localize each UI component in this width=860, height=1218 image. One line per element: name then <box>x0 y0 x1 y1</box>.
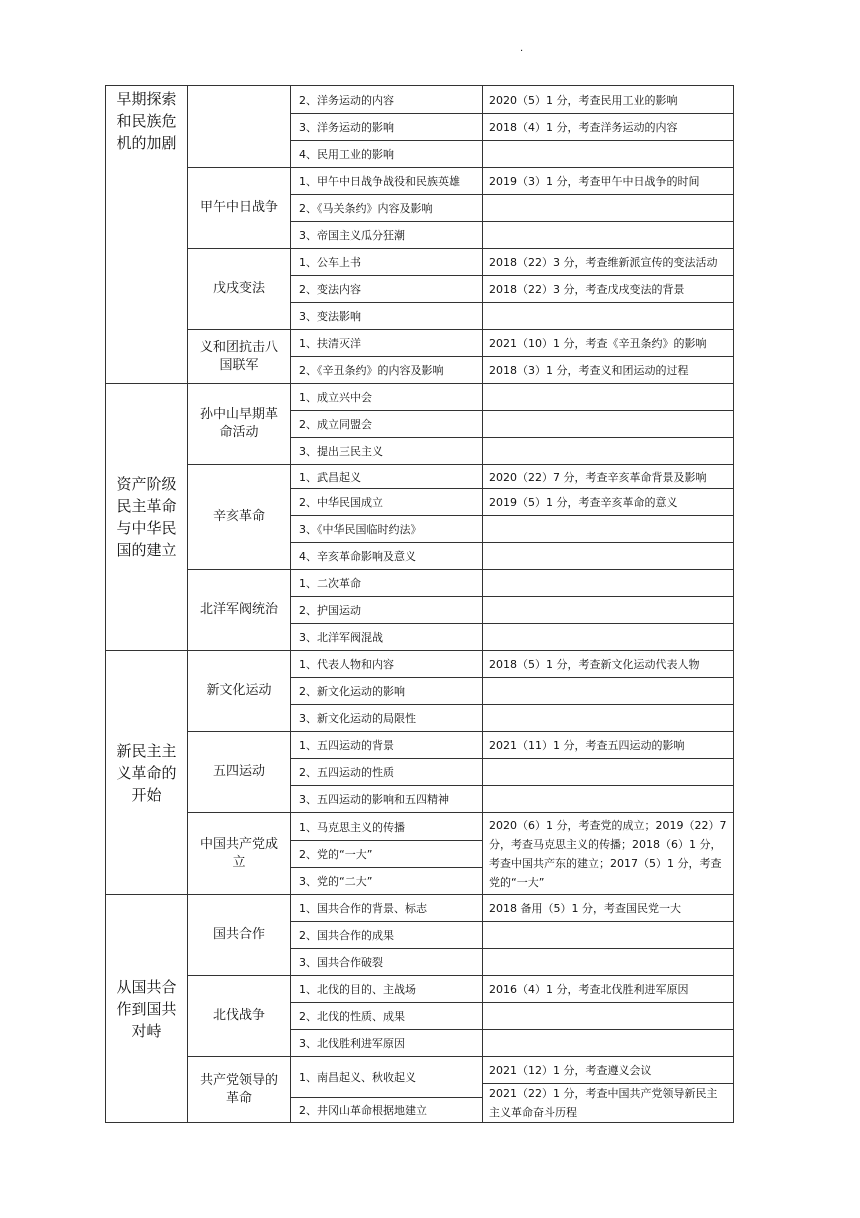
point-cell: 2、《辛丑条约》的内容及影响 <box>291 357 483 384</box>
chapter-line: 国的建立 <box>116 541 177 559</box>
exam-cell: 2020（22）7 分，考查辛亥革命背景及影响 <box>483 465 734 489</box>
section-cell: 新文化运动 <box>188 651 291 732</box>
section-cell <box>188 86 291 168</box>
point-cell: 1、国共合作的背景、标志 <box>291 895 483 922</box>
point-cell: 3、北伐胜利进军原因 <box>291 1030 483 1057</box>
exam-cell <box>483 303 734 330</box>
exam-cell: 2021（12）1 分，考查遵义会议 <box>483 1057 734 1084</box>
exam-cell <box>483 624 734 651</box>
point-cell: 3、洋务运动的影响 <box>291 114 483 141</box>
chapter-line: 早期探索 <box>116 90 177 108</box>
point-cell: 4、辛亥革命影响及意义 <box>291 543 483 570</box>
section-cell: 北伐战争 <box>188 976 291 1057</box>
point-cell: 3、帝国主义瓜分狂潮 <box>291 222 483 249</box>
point-cell: 2、中华民国成立 <box>291 489 483 516</box>
exam-cell <box>483 1030 734 1057</box>
exam-cell: 2018（22）3 分，考查维新派宣传的变法活动 <box>483 249 734 276</box>
point-cell: 1、代表人物和内容 <box>291 651 483 678</box>
exam-cell: 2020（5）1 分，考查民用工业的影响 <box>483 86 734 114</box>
exam-cell <box>483 141 734 168</box>
section-cell: 戊戌变法 <box>188 249 291 330</box>
point-cell: 3、《中华民国临时约法》 <box>291 516 483 543</box>
point-cell: 2、井冈山革命根据地建立 <box>291 1098 483 1123</box>
exam-cell <box>483 597 734 624</box>
exam-cell <box>483 222 734 249</box>
chapter-line: 机的加剧 <box>116 134 177 152</box>
exam-cell <box>483 384 734 411</box>
point-cell: 2、成立同盟会 <box>291 411 483 438</box>
exam-cell <box>483 516 734 543</box>
exam-cell <box>483 195 734 222</box>
section-cell: 北洋军阀统治 <box>188 570 291 651</box>
chapter-cell <box>106 384 188 651</box>
section-cell: 共产党领导的革命 <box>188 1057 291 1123</box>
exam-cell <box>483 543 734 570</box>
point-cell: 2、新文化运动的影响 <box>291 678 483 705</box>
point-cell: 2、北伐的性质、成果 <box>291 1003 483 1030</box>
chapter-line: 资产阶级 <box>116 475 177 493</box>
exam-cell <box>483 786 734 813</box>
exam-cell: 2018（5）1 分，考查新文化运动代表人物 <box>483 651 734 678</box>
point-cell: 3、变法影响 <box>291 303 483 330</box>
point-cell: 2、护国运动 <box>291 597 483 624</box>
chapter-line: 和民族危 <box>116 112 177 130</box>
exam-cell: 2021（11）1 分，考查五四运动的影响 <box>483 732 734 759</box>
exam-cell: 2016（4）1 分，考查北伐胜利进军原因 <box>483 976 734 1003</box>
point-cell: 2、国共合作的成果 <box>291 922 483 949</box>
point-cell: 1、武昌起义 <box>291 465 483 489</box>
point-cell: 2、变法内容 <box>291 276 483 303</box>
section-cell: 国共合作 <box>188 895 291 976</box>
point-cell: 3、党的“二大” <box>291 868 483 895</box>
chapter-line: 民主革命 <box>116 497 177 515</box>
exam-cell <box>483 949 734 976</box>
exam-cell: 2018（22）3 分，考查戊戌变法的背景 <box>483 276 734 303</box>
exam-cell <box>483 1003 734 1030</box>
point-cell: 3、新文化运动的局限性 <box>291 705 483 732</box>
chapter-line: 义革命的 <box>116 763 177 782</box>
point-cell: 1、五四运动的背景 <box>291 732 483 759</box>
exam-cell: 2019（3）1 分，考查甲午中日战争的时间 <box>483 168 734 195</box>
exam-cell <box>483 678 734 705</box>
point-cell: 3、五四运动的影响和五四精神 <box>291 786 483 813</box>
point-cell: 1、北伐的目的、主战场 <box>291 976 483 1003</box>
exam-cell: 2018（3）1 分，考查义和团运动的过程 <box>483 357 734 384</box>
section-cell: 五四运动 <box>188 732 291 813</box>
point-cell: 1、南昌起义、秋收起义 <box>291 1057 483 1098</box>
section-cell: 孙中山早期革命活动 <box>188 384 291 465</box>
point-cell: 1、成立兴中会 <box>291 384 483 411</box>
point-cell: 2、党的“一大” <box>291 841 483 868</box>
chapter-cell <box>106 86 188 384</box>
chapter-line: 从国共合 <box>116 977 177 996</box>
history-syllabus-table <box>105 85 734 1123</box>
exam-cell <box>483 411 734 438</box>
exam-cell <box>483 922 734 949</box>
point-cell: 3、国共合作破裂 <box>291 949 483 976</box>
exam-cell: 2020（6）1 分，考查党的成立；2019（22）7 分，考查马克思主义的传播；2018（6）1 分，考查中国共产东的建立；2017（5）1 分，考查党的“一大” <box>483 813 734 895</box>
exam-cell <box>483 759 734 786</box>
chapter-cell <box>106 651 188 895</box>
page-mark: . <box>520 43 524 54</box>
exam-cell: 2018（4）1 分，考查洋务运动的内容 <box>483 114 734 141</box>
point-cell: 1、扶清灭洋 <box>291 330 483 357</box>
section-cell: 甲午中日战争 <box>188 168 291 249</box>
point-cell: 1、甲午中日战争战役和民族英雄 <box>291 168 483 195</box>
exam-cell <box>483 570 734 597</box>
point-cell: 3、提出三民主义 <box>291 438 483 465</box>
chapter-line: 作到国共 <box>116 999 177 1018</box>
exam-cell: 2021（10）1 分，考查《辛丑条约》的影响 <box>483 330 734 357</box>
exam-cell <box>483 705 734 732</box>
section-cell: 辛亥革命 <box>188 465 291 570</box>
chapter-line: 开始 <box>131 785 162 804</box>
point-cell: 1、公车上书 <box>291 249 483 276</box>
chapter-cell <box>106 895 188 1123</box>
point-cell: 4、民用工业的影响 <box>291 141 483 168</box>
point-cell: 3、北洋军阀混战 <box>291 624 483 651</box>
point-cell: 2、《马关条约》内容及影响 <box>291 195 483 222</box>
exam-cell: 2018 备用（5）1 分，考查国民党一大 <box>483 895 734 922</box>
exam-cell: 2021（22）1 分，考查中国共产党领导新民主主义革命奋斗历程 <box>483 1084 734 1123</box>
point-cell: 1、二次革命 <box>291 570 483 597</box>
chapter-line: 与中华民 <box>116 519 177 537</box>
section-cell: 义和团抗击八国联军 <box>188 330 291 384</box>
point-cell: 2、洋务运动的内容 <box>291 86 483 114</box>
section-cell: 中国共产党成立 <box>188 813 291 895</box>
chapter-line: 新民主主 <box>116 741 177 760</box>
chapter-line: 对峙 <box>131 1021 162 1040</box>
exam-cell: 2019（5）1 分，考查辛亥革命的意义 <box>483 489 734 516</box>
point-cell: 1、马克思主义的传播 <box>291 813 483 841</box>
point-cell: 2、五四运动的性质 <box>291 759 483 786</box>
exam-cell <box>483 438 734 465</box>
